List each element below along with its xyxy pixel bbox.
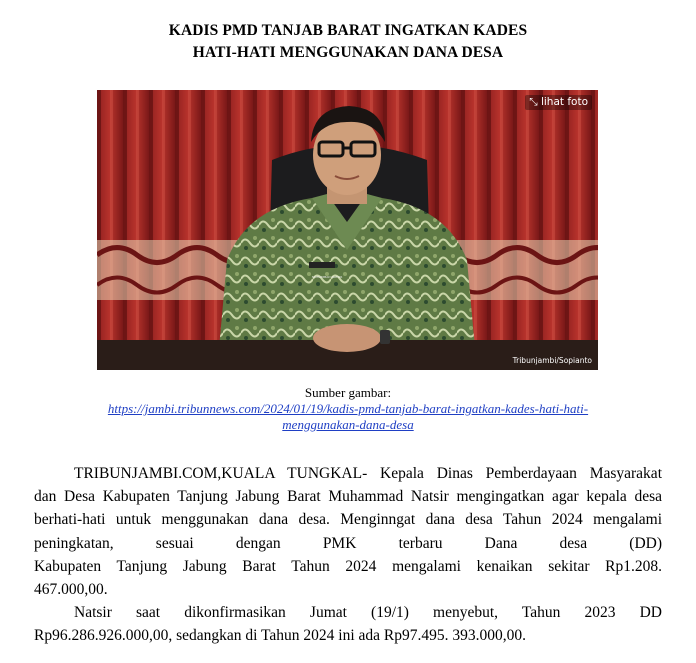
photo-name-tag: MUHAMMAD NATSIR (312, 275, 343, 279)
source-link-line-2[interactable]: menggunakan-dana-desa (282, 417, 414, 432)
paragraph-2-line-1: Natsir saat dikonfirmasikan Jumat (19/1) menyebut, Tahun 2023 DD (74, 604, 662, 622)
expand-icon: ⤡ (529, 96, 538, 108)
paragraph-1-line-2: dan Desa Kabupaten Tanjung Jabung Barat Muhammad Natsir mengingatkan agar kepala desa (34, 488, 662, 506)
paragraph-1-line-3: berhati-hati untuk menggunakan dana desa. Menginngat dana desa Tahun 2024 mengalami (34, 511, 662, 529)
paragraph-1-line-4: peningkatan, sesuai dengan PMK terbaru Dana desa (DD) (34, 534, 662, 552)
article-title (0, 20, 696, 64)
paragraph-1-line-5: Kabupaten Tanjung Jabung Barat Tahun 2024 mengalami kenaikan sekitar Rp1.208. (34, 557, 662, 575)
view-photo-label: lihat foto (540, 96, 588, 108)
paragraph-2-line-2: Rp96.286.926.000,00, sedangkan di Tahun 2024 ini ada Rp97.495. 393.000,00. (34, 627, 527, 645)
photo-credit: Tribunjambi/Sopianto (512, 356, 592, 365)
article-photo[interactable] (97, 90, 598, 370)
caption-label: Sumber gambar: (304, 385, 392, 400)
paragraph-1-line-6: 467.000,00. (34, 581, 108, 599)
paragraph-1-line-1: TRIBUNJAMBI.COM,KUALA TUNGKAL- Kepala Dinas Pemberdayaan Masyarakat (74, 465, 662, 482)
article-body (34, 462, 662, 648)
view-photo-button[interactable] (525, 95, 592, 110)
image-caption (0, 385, 696, 433)
title-line-1: KADIS PMD TANJAB BARAT INGATKAN KADES (168, 22, 528, 39)
source-link-line-1[interactable]: https://jambi.tribunnews.com/2024/01/19/kadis-pmd-tanjab-barat-ingatkan-kades-hati-hati- (107, 401, 589, 416)
title-line-2: HATI-HATI MENGGUNAKAN DANA DESA (192, 44, 504, 61)
photo-illustration (97, 90, 598, 370)
